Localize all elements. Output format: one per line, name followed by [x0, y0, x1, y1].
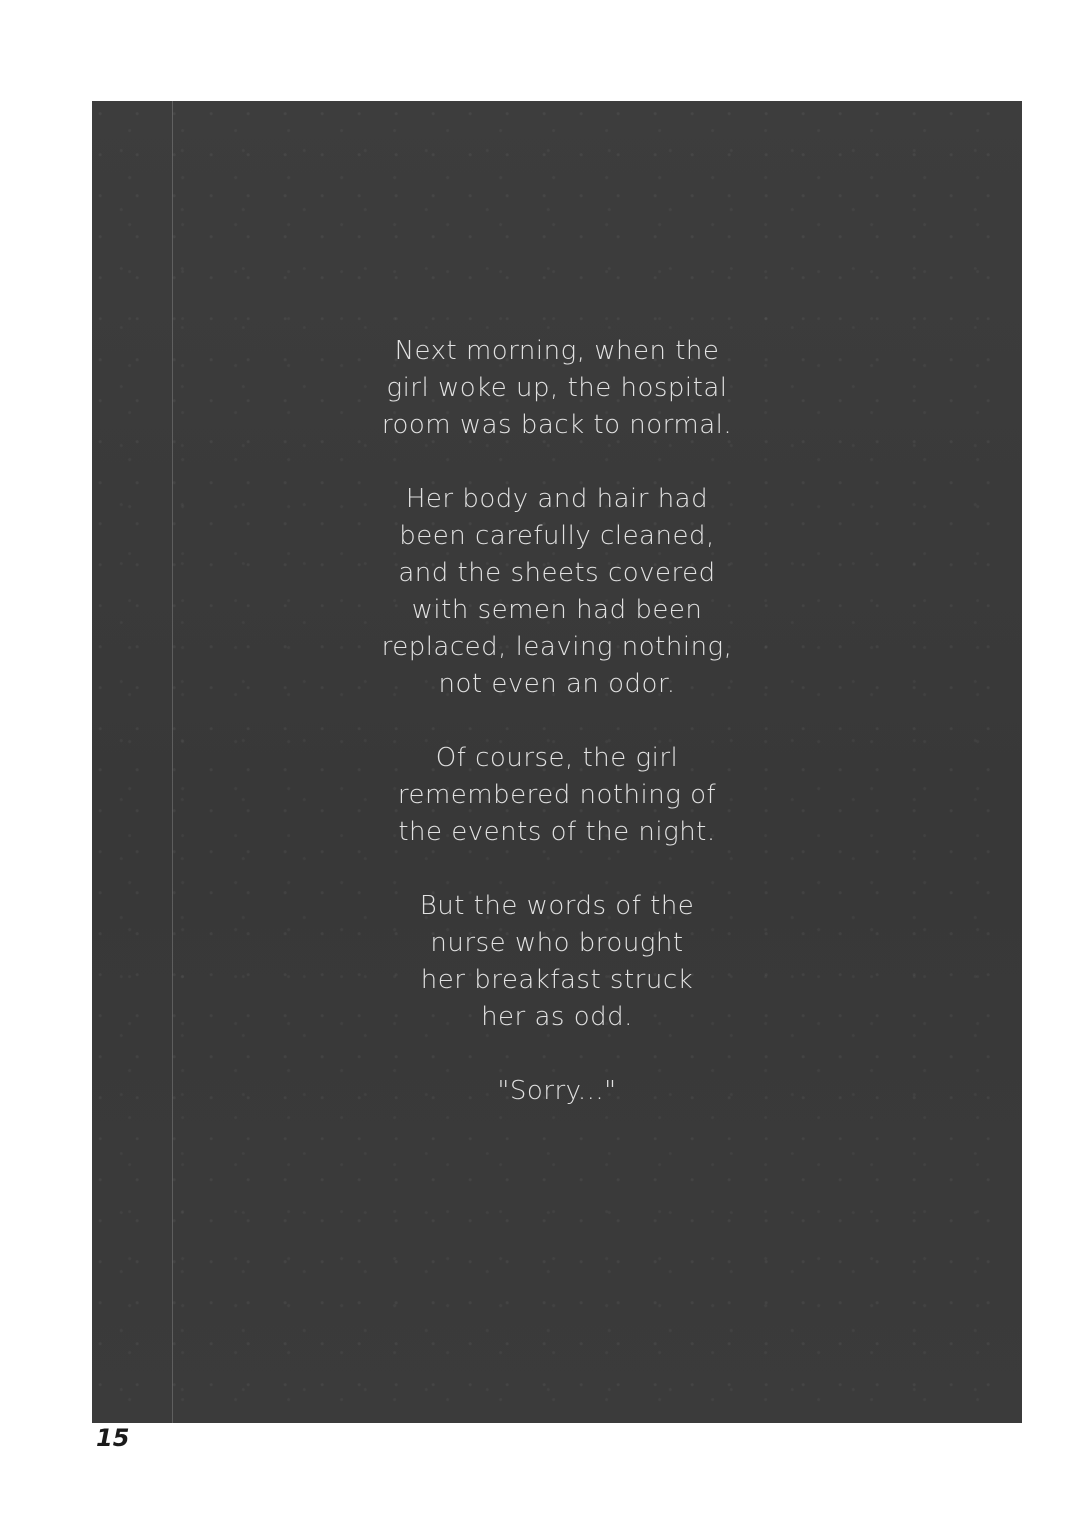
text-line: her as odd.: [481, 1002, 633, 1032]
text-line: and the sheets covered: [398, 558, 716, 588]
text-line: Her body and hair had: [405, 484, 709, 514]
page-number: 15: [96, 1424, 130, 1452]
text-line: not even an odor.: [438, 669, 676, 699]
text-panel: [92, 101, 1022, 1423]
paragraph-1: [92, 333, 1022, 444]
text-line: But the words of the: [419, 891, 695, 921]
paragraph-4: [92, 888, 1022, 1036]
text-line: replaced, leaving nothing,: [381, 632, 733, 662]
paragraph-2: [92, 481, 1022, 703]
text-line: remembered nothing of: [397, 780, 717, 810]
paragraph-3: [92, 740, 1022, 851]
text-line: her breakfast struck: [420, 965, 694, 995]
text-line: Next morning, when the: [394, 336, 720, 366]
text-line: Of course, the girl: [435, 743, 679, 773]
text-line: "Sorry...": [497, 1076, 617, 1106]
narration-text: [92, 333, 1022, 1147]
text-line: room was back to normal.: [381, 410, 733, 440]
text-line: the events of the night.: [398, 817, 716, 847]
text-line: with semen had been: [411, 595, 703, 625]
text-line: been carefully cleaned,: [399, 521, 715, 551]
text-line: girl woke up, the hospital: [386, 373, 728, 403]
text-line: nurse who brought: [430, 928, 684, 958]
paragraph-5: [92, 1073, 1022, 1110]
